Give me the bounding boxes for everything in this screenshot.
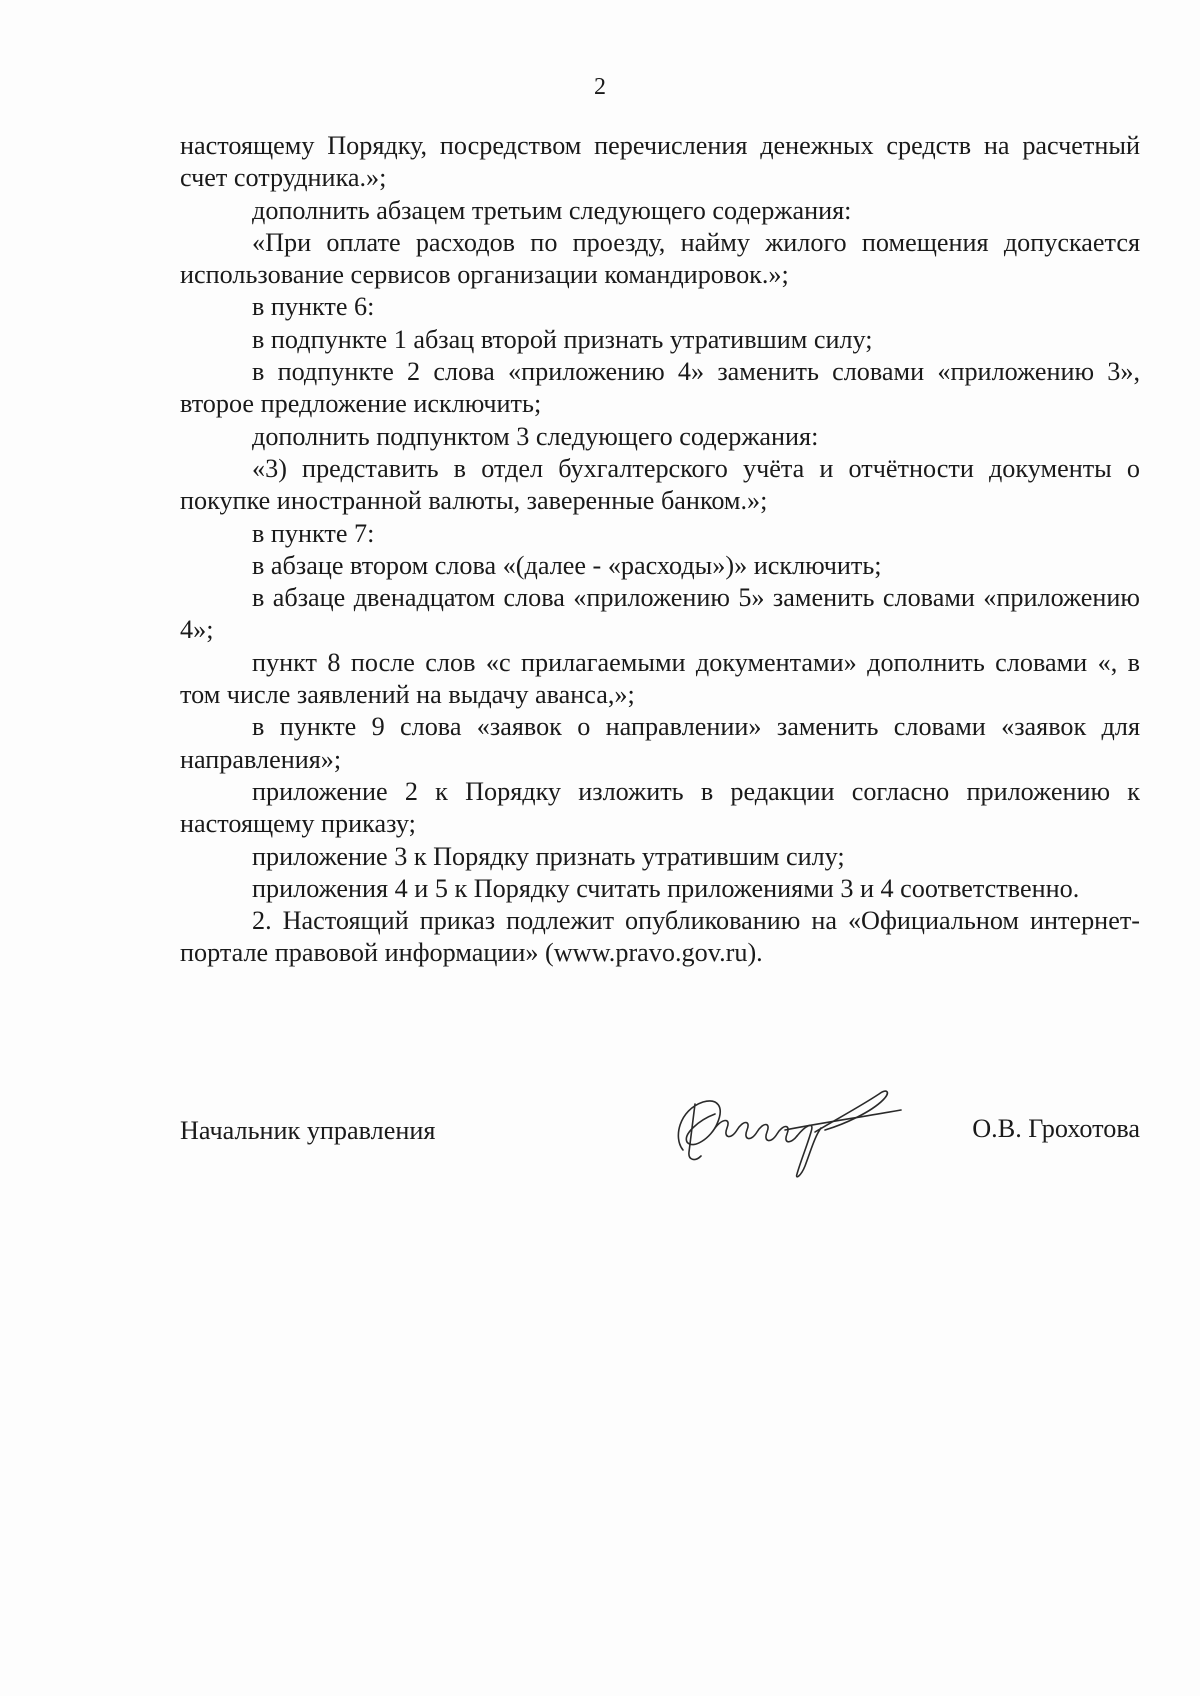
paragraph: в подпункте 1 абзац второй признать утратившим силу;: [252, 324, 873, 354]
paragraph: пункт 8 после слов «с прилагаемыми документами» дополнить словами «, в том числе заявлений на выдачу аванса,»;: [180, 647, 1140, 710]
paragraph: в пункте 6:: [252, 292, 375, 322]
paragraph: в абзаце втором слова «(далее - «расходы»)» исключить;: [252, 550, 882, 580]
paragraph: дополнить подпунктом 3 следующего содержания:: [252, 421, 819, 451]
paragraph: в абзаце двенадцатом слова «приложению 5» заменить словами «приложению 4»;: [180, 583, 1140, 645]
signatory-position: Начальник управления: [180, 1116, 436, 1145]
paragraph: приложение 2 к Порядку изложить в редакции согласно приложению к настоящему приказу;: [180, 776, 1140, 839]
paragraph: в пункте 9 слова «заявок о направлении» заменить словами «заявок для направления»;: [180, 712, 1140, 774]
paragraph: дополнить абзацем третьим следующего содержания:: [252, 195, 852, 225]
paragraph: в пункте 7:: [252, 518, 375, 548]
signatory-name: О.В. Грохотова: [972, 1114, 1140, 1143]
document-body: [180, 130, 1140, 970]
paragraph: приложение 3 к Порядку признать утратившим силу;: [252, 841, 845, 871]
page-number: 2: [594, 74, 606, 100]
paragraph: «При оплате расходов по проезду, найму жилого помещения допускается использование сервисов организации командировок.»;: [180, 227, 1140, 290]
handwritten-signature: [665, 1080, 915, 1180]
paragraph: в подпункте 2 слова «приложению 4» заменить словами «приложению 3», второе предложение исключить;: [180, 357, 1140, 419]
paragraph: приложения 4 и 5 к Порядку считать приложениями 3 и 4 соответственно.: [252, 873, 1080, 903]
signature-block: [180, 1090, 1140, 1210]
paragraph: 2. Настоящий приказ подлежит опубликованию на «Официальном интернет-портале правовой информации» (www.pravo.gov.ru).: [180, 906, 1140, 968]
paragraph: настоящему Порядку, посредством перечисления денежных средств на расчетный счет сотрудника.»;: [180, 131, 1140, 193]
paragraph: «3) представить в отдел бухгалтерского учёта и отчётности документы о покупке иностранной валюты, заверенные банком.»;: [180, 453, 1140, 516]
